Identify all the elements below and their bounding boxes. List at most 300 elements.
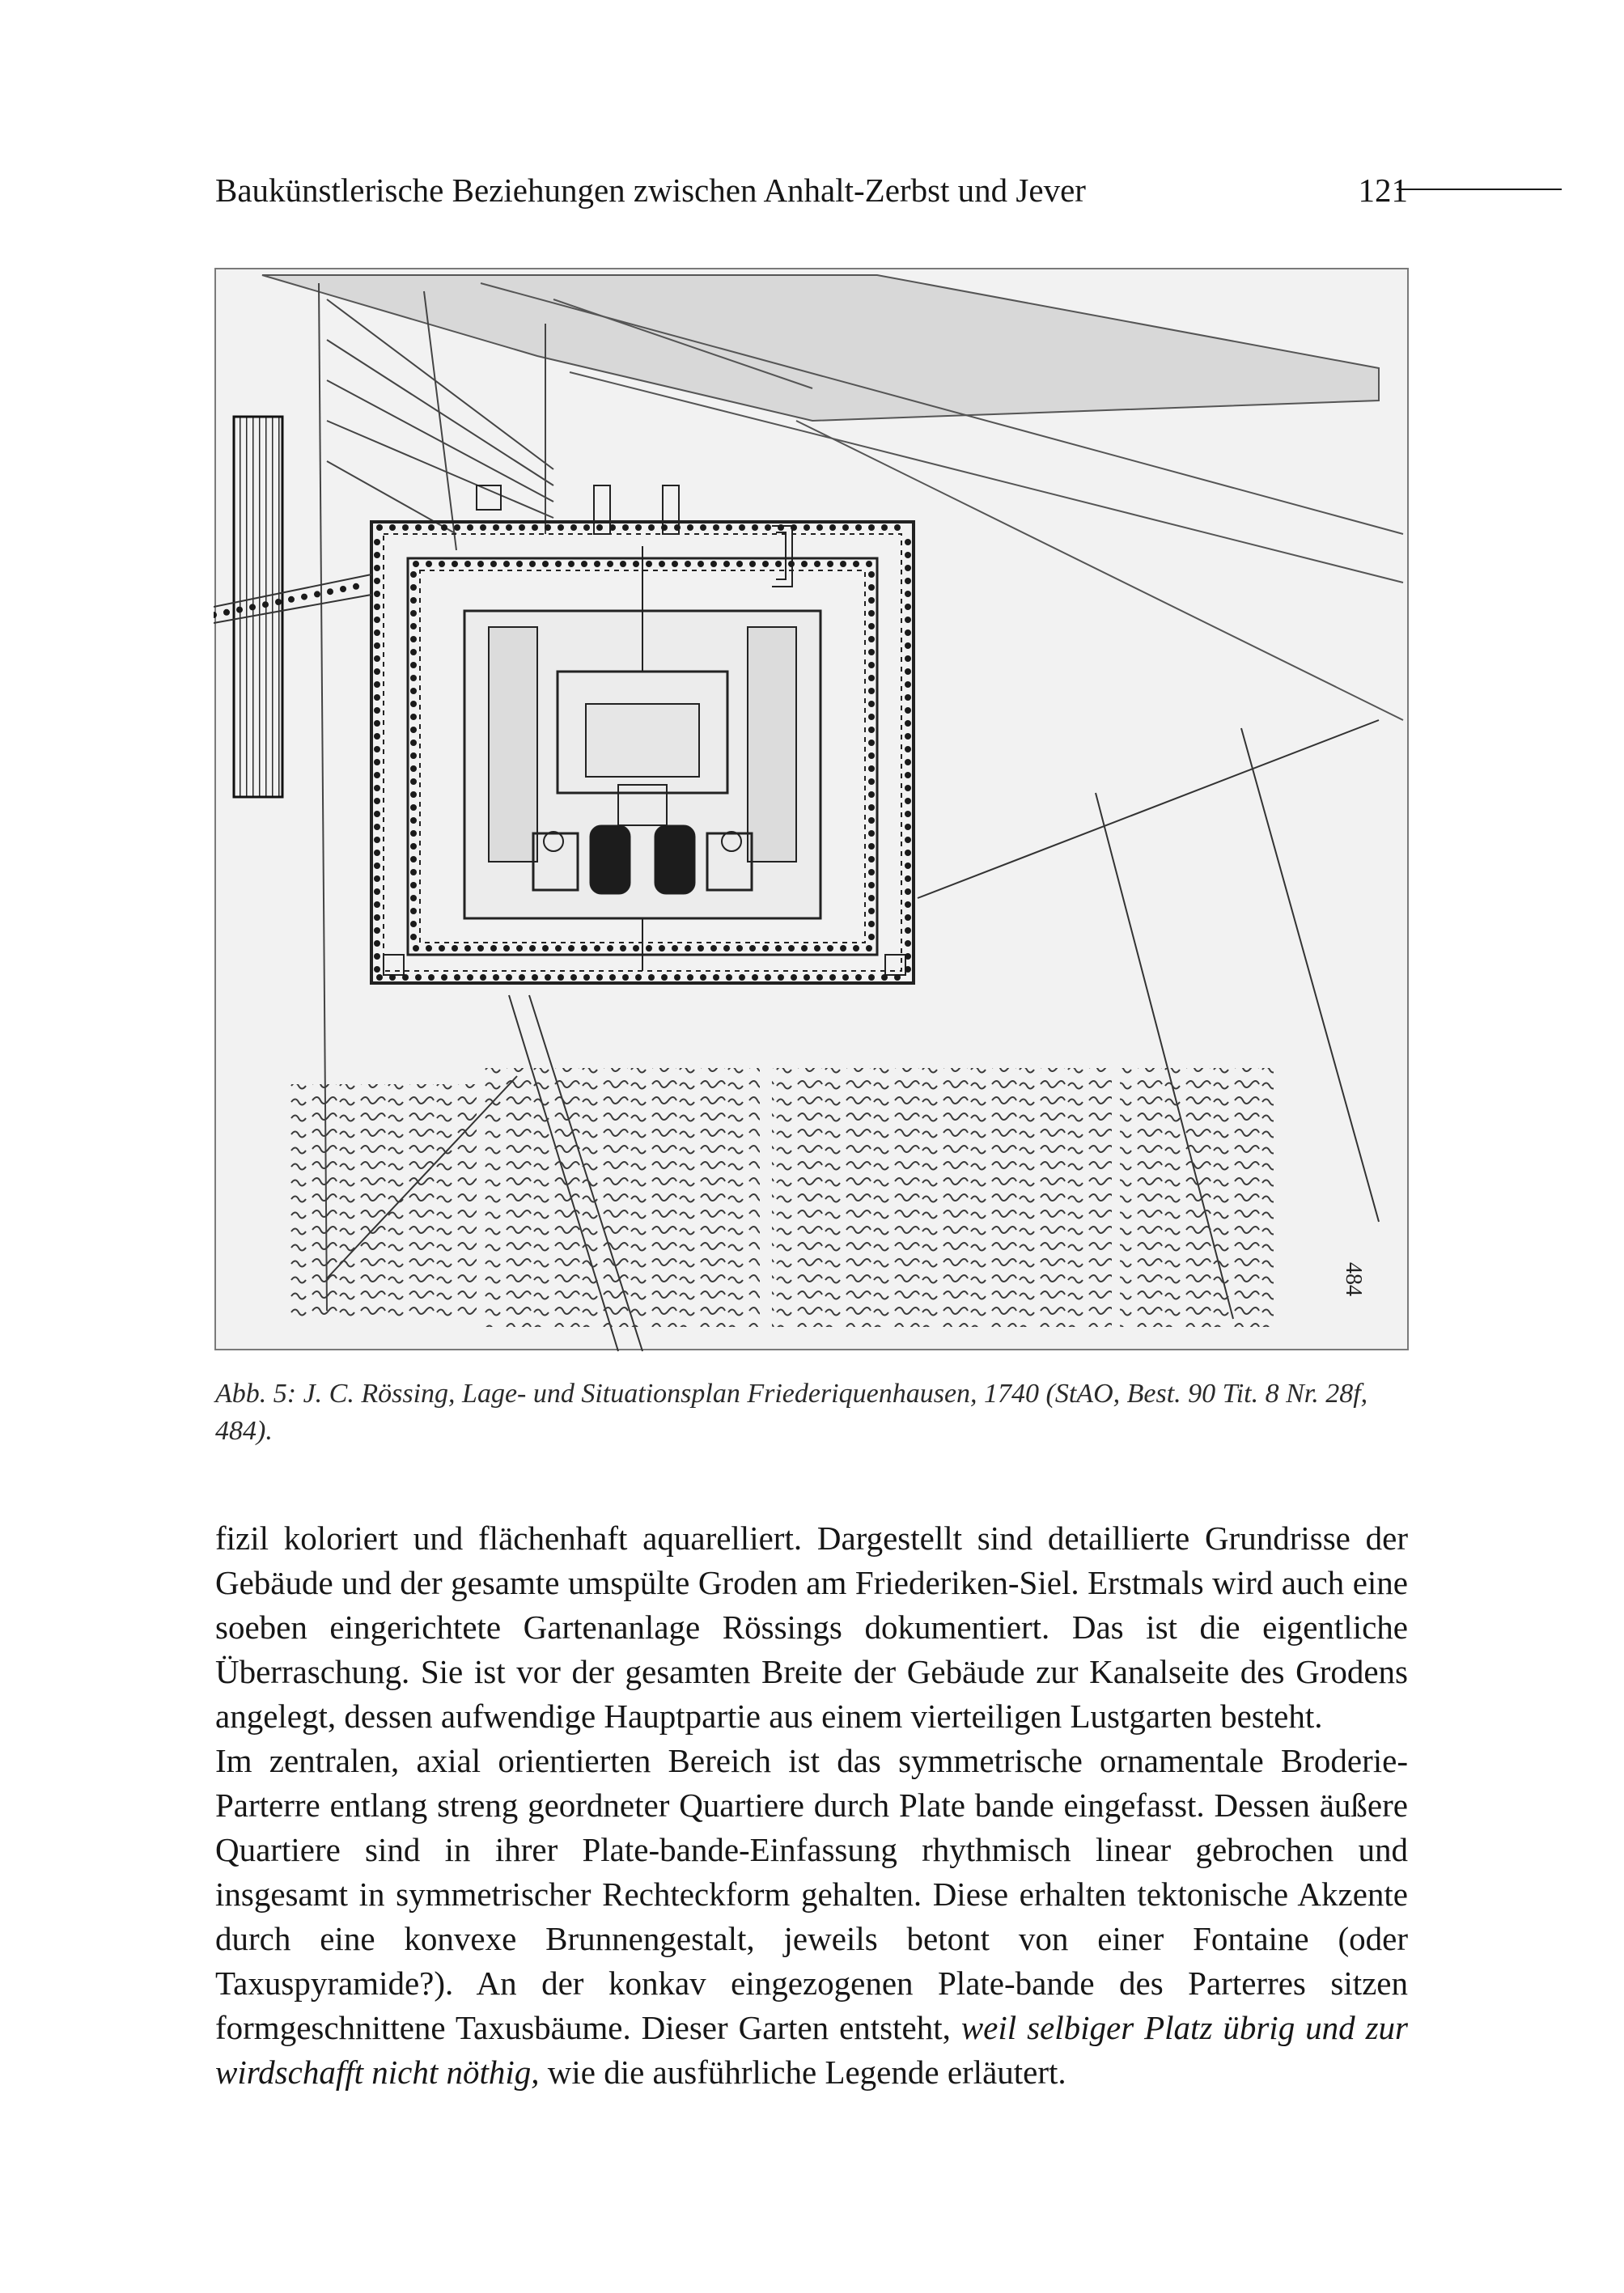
tree-dot [374,888,380,895]
tree-dot [894,974,901,981]
tree-dot [736,561,743,567]
tree-dot [545,974,551,981]
tree-dot [374,863,380,869]
tree-dot [868,571,875,578]
tree-dot [583,974,590,981]
page-number: 121 [1358,172,1408,209]
tree-dot [413,945,419,952]
tree-dot [477,945,484,952]
tree-dot [236,607,243,613]
tree-dot [816,974,823,981]
tree-dot [413,561,419,567]
tree-dot [868,584,875,591]
tree-dot [840,561,846,567]
tree-dot [905,604,911,610]
tree-dot [374,565,380,571]
tree-dot [905,914,911,921]
tree-dot [410,765,417,772]
tree-dot [726,524,732,531]
tree-dot [374,772,380,778]
tree-dot [374,642,380,649]
archive-number: 484 [1341,1262,1366,1296]
tree-dot [410,895,417,901]
tree-dot [374,875,380,882]
tree-dot [905,811,911,817]
tree-dot [853,945,859,952]
tree-dot [905,552,911,558]
tree-dot [542,945,549,952]
tree-dot [374,733,380,740]
tree-dot [698,945,704,952]
tree-dot [905,798,911,804]
tree-dot [868,765,875,772]
tree-dot [868,869,875,875]
tree-dot [866,561,872,567]
tree-dot [493,974,499,981]
tree-dot [713,524,719,531]
tree-dot [905,837,911,843]
tree-dot [778,974,784,981]
tree-dot [659,945,665,952]
tree-dot [558,974,564,981]
tree-dot [801,561,808,567]
hatched-strip-building [234,417,282,797]
tree-dot [568,945,575,952]
tree-dot [749,561,756,567]
tree-dot [376,524,383,531]
tree-dot [868,524,875,531]
tree-dot [374,824,380,830]
tree-dot [648,974,655,981]
tree-dot [905,655,911,662]
tree-dot [804,524,810,531]
tree-dot [452,561,458,567]
tree-dot [480,524,486,531]
tree-dot [410,649,417,655]
tree-dot [410,843,417,850]
tree-dot [410,921,417,927]
tree-dot [905,940,911,947]
tree-dot [633,945,639,952]
tree-dot [881,974,888,981]
tree-dot [374,966,380,973]
tree-dot [672,945,678,952]
tree-dot [410,571,417,578]
tree-dot [581,945,587,952]
tree-dot [726,974,732,981]
tree-dot [374,629,380,636]
tree-dot [374,617,380,623]
tree-dot [374,578,380,584]
paragraph-2-end: wie die ausführliche Legende erläutert. [539,2054,1066,2091]
tree-dot [868,752,875,759]
tree-dot [866,945,872,952]
tree-dot [374,811,380,817]
tree-dot [868,597,875,604]
tree-dot [804,974,810,981]
tree-dot [868,636,875,642]
tree-dot [905,617,911,623]
tree-dot [389,524,396,531]
tree-dot [428,974,435,981]
tree-dot [410,882,417,888]
tree-dot [480,974,486,981]
tree-dot [376,974,383,981]
tree-dot [700,524,706,531]
tree-dot [646,945,652,952]
tree-dot [905,850,911,856]
tree-dot [868,843,875,850]
tree-dot [439,561,445,567]
tree-dot [905,629,911,636]
tree-dot [428,524,435,531]
tree-dot [374,953,380,960]
tree-dot [467,974,473,981]
tree-dot [816,524,823,531]
tree-dot [842,524,849,531]
tree-dot [545,524,551,531]
tree-dot [635,974,642,981]
tree-dot [620,945,626,952]
tree-dot [868,740,875,746]
tree-dot [558,524,564,531]
tree-dot [868,908,875,914]
tree-dot [410,701,417,707]
tree-dot [905,863,911,869]
paragraph-1: fizil koloriert und flächenhaft aquarelliert. Dargestellt sind detaillierte Grundrisse der Gebäude und der gesamte umspülte Groden am Friederiken-Siel. Erstmals wird auch eine soeben eingerichtete Gartenanlage Rössings dokumentiert. Das ist die eigentliche Überraschung. Sie ist vor der gesamten Breite der Gebäude zur Kanalseite des Grodens angelegt, dessen aufwendige Hauptpartie aus einem vierteiligen Lustgarten besteht. [215,1519,1408,1735]
tree-dot [532,974,538,981]
tree-dot [410,727,417,733]
tree-dot [555,945,562,952]
tree-dot [723,561,730,567]
tree-dot [532,524,538,531]
paragraph-2-start: Im zentralen, axial orientierten Bereich ist das symmetrische ornamentale Broderie-Parterre entlang streng geordneter Quartiere durch Plate bande eingefasst. Dessen äußere Quartiere sind in ihrer Plate-bande-Einfassung rhythmisch linear gebrochen und insgesamt in symmetrischer Rechteckform gehalten. Diese erhalten tektonische Akzente durch eine konvexe Brunnengestalt, jeweils betont von einer Fontaine (oder Taxuspyramide?). An der konkav eingezogenen Plate-bande des Parterres sitzen formgeschnittene Taxusbäume. Dieser Garten entsteht, [215,1742,1408,2046]
tree-dot [452,945,458,952]
tree-dot [868,921,875,927]
tree-dot [868,688,875,694]
tree-dot [570,974,577,981]
tree-dot [594,561,600,567]
tree-dot [868,791,875,798]
tree-dot [410,869,417,875]
parterre-bed-right [655,825,695,894]
tree-dot [503,561,510,567]
tree-dot [542,561,549,567]
tree-dot [583,524,590,531]
tree-dot [853,561,859,567]
tree-dot [739,524,745,531]
tree-dot [672,561,678,567]
tree-dot [905,694,911,701]
tree-dot [905,642,911,649]
tree-dot [905,759,911,765]
tree-dot [736,945,743,952]
tree-dot [788,561,795,567]
tree-dot [661,974,668,981]
tree-dot [607,945,613,952]
tree-dot [868,662,875,668]
tree-dot [905,785,911,791]
tree-dot [249,604,256,610]
tree-dot [410,597,417,604]
tree-dot [529,945,536,952]
tree-dot [905,578,911,584]
tree-dot [262,601,269,608]
tree-dot [410,908,417,914]
tree-dot [659,561,665,567]
tree-dot [410,856,417,863]
tree-dot [555,561,562,567]
tree-dot [749,945,756,952]
tree-dot [568,561,575,567]
tree-dot [519,974,525,981]
tree-dot [301,594,307,600]
tree-dot [374,707,380,714]
tree-dot [374,681,380,688]
tree-dot [402,974,409,981]
tree-dot [905,591,911,597]
paragraph-2 [215,1739,1408,2095]
tree-dot [410,636,417,642]
tree-dot [905,668,911,675]
tree-dot [868,974,875,981]
tree-dot [596,974,603,981]
tree-dot [868,934,875,940]
tree-dot [410,714,417,720]
tree-dot [490,945,497,952]
tree-dot [905,953,911,960]
tree-dot [881,524,888,531]
tree-dot [791,524,797,531]
tree-dot [868,895,875,901]
tree-dot [635,524,642,531]
tree-dot [698,561,704,567]
tree-dot [410,623,417,629]
tree-dot [288,596,295,603]
tree-dot [410,675,417,681]
tree-dot [410,934,417,940]
tree-dot [374,837,380,843]
tree-dot [829,974,836,981]
tree-dot [710,561,717,567]
tree-dot [905,888,911,895]
tree-dot [467,524,473,531]
tree-dot [410,662,417,668]
tree-dot [314,591,320,597]
tree-dot [374,901,380,908]
tree-dot [723,945,730,952]
tree-dot [410,610,417,617]
tree-dot [410,584,417,591]
running-head [215,166,1408,214]
tree-dot [374,785,380,791]
tree-dot [752,524,758,531]
tree-dot [374,668,380,675]
tree-dot [503,945,510,952]
tree-dot [905,824,911,830]
tree-dot [827,945,833,952]
tree-dot [415,974,422,981]
tree-dot [765,974,771,981]
tree-dot [275,599,282,605]
tree-dot [594,945,600,952]
tree-dot [905,733,911,740]
tree-dot [620,561,626,567]
tree-dot [868,817,875,824]
tree-dot [454,524,460,531]
tree-dot [868,610,875,617]
tree-dot [648,524,655,531]
tree-dot [490,561,497,567]
tree-dot [374,539,380,545]
tree-dot [633,561,639,567]
tree-dot [464,945,471,952]
tree-dot [801,945,808,952]
tree-dot [581,561,587,567]
tree-dot [868,714,875,720]
tree-dot [775,945,782,952]
tree-dot [607,561,613,567]
running-title: Baukünstlerische Beziehungen zwischen Anhalt-Zerbst und Jever [215,172,1086,209]
tree-dot [868,649,875,655]
tree-dot [410,752,417,759]
tree-dot [374,850,380,856]
tree-dot [374,914,380,921]
tree-dot [687,974,693,981]
tree-dot [410,817,417,824]
tree-dot [340,586,346,592]
tree-dot [829,524,836,531]
tree-dot [374,940,380,947]
tree-dot [840,945,846,952]
tree-dot [529,561,536,567]
tree-dot [374,746,380,752]
tree-dot [855,974,862,981]
tree-dot [493,524,499,531]
tree-dot [905,966,911,973]
tree-dot [374,591,380,597]
tree-dot [855,524,862,531]
tree-dot [426,561,432,567]
tree-dot [374,694,380,701]
body-text [215,1516,1408,2095]
tree-dot [814,561,820,567]
tree-dot [685,561,691,567]
tree-dot [788,945,795,952]
tree-dot [868,856,875,863]
tree-dot [905,772,911,778]
tree-dot [905,539,911,545]
tree-dot [905,927,911,934]
tree-dot [842,974,849,981]
tree-dot [402,524,409,531]
tree-dot [778,524,784,531]
tree-dot [410,688,417,694]
tree-dot [868,675,875,681]
tree-dot [353,583,359,590]
tree-dot [374,604,380,610]
tree-dot [646,561,652,567]
tree-dot [700,974,706,981]
tree-dot [868,804,875,811]
tree-dot [752,974,758,981]
parterre-bed-left [590,825,630,894]
tree-dot [374,927,380,934]
tree-dot [415,524,422,531]
tree-dot [868,623,875,629]
tree-dot [762,561,769,567]
tree-dot [464,561,471,567]
tree-dot [791,974,797,981]
running-head-rule [1397,189,1562,190]
tree-dot [389,974,396,981]
tree-dot [410,740,417,746]
paragraph-2-quote: weil selbiger Platz übrig und zur wirdschafft nicht nöthig, [215,2009,1408,2091]
tree-dot [477,561,484,567]
tree-dot [426,945,432,952]
legend-text-block [290,1068,1274,1327]
tree-dot [868,882,875,888]
tree-dot [775,561,782,567]
tree-dot [596,524,603,531]
tree-dot [441,974,447,981]
tree-dot [410,830,417,837]
site-plan-drawing [214,267,1410,1353]
tree-dot [454,974,460,981]
tree-dot [894,524,901,531]
tree-dot [374,798,380,804]
tree-dot [374,655,380,662]
tree-dot [868,778,875,785]
tree-dot [765,524,771,531]
tree-dot [710,945,717,952]
tree-dot [674,974,681,981]
tree-dot [410,778,417,785]
tree-dot [827,561,833,567]
tree-dot [506,524,512,531]
tree-dot [674,524,681,531]
tree-dot [327,588,333,595]
tree-dot [570,524,577,531]
tree-dot [868,727,875,733]
tree-dot [905,875,911,882]
tree-dot [713,974,719,981]
tree-dot [622,524,629,531]
tree-dot [687,524,693,531]
tree-dot [905,901,911,908]
tree-dot [374,552,380,558]
tree-dot [410,804,417,811]
tree-dot [374,720,380,727]
figure-caption: Abb. 5: J. C. Rössing, Lage- und Situationsplan Friederiquenhausen, 1740 (StAO, Best. 90 Tit. 8 Nr. 28f, 484). [215,1379,1368,1446]
tree-dot [223,609,230,616]
tree-dot [661,524,668,531]
tree-dot [905,746,911,752]
tree-dot [441,524,447,531]
tree-dot [905,707,911,714]
site-plan-figure [214,267,1410,1353]
tree-dot [905,565,911,571]
tree-dot [739,974,745,981]
tree-dot [685,945,691,952]
tree-dot [516,945,523,952]
tree-dot [905,720,911,727]
tree-dot [506,974,512,981]
tree-dot [609,974,616,981]
tree-dot [868,701,875,707]
tree-dot [622,974,629,981]
tree-dot [762,945,769,952]
